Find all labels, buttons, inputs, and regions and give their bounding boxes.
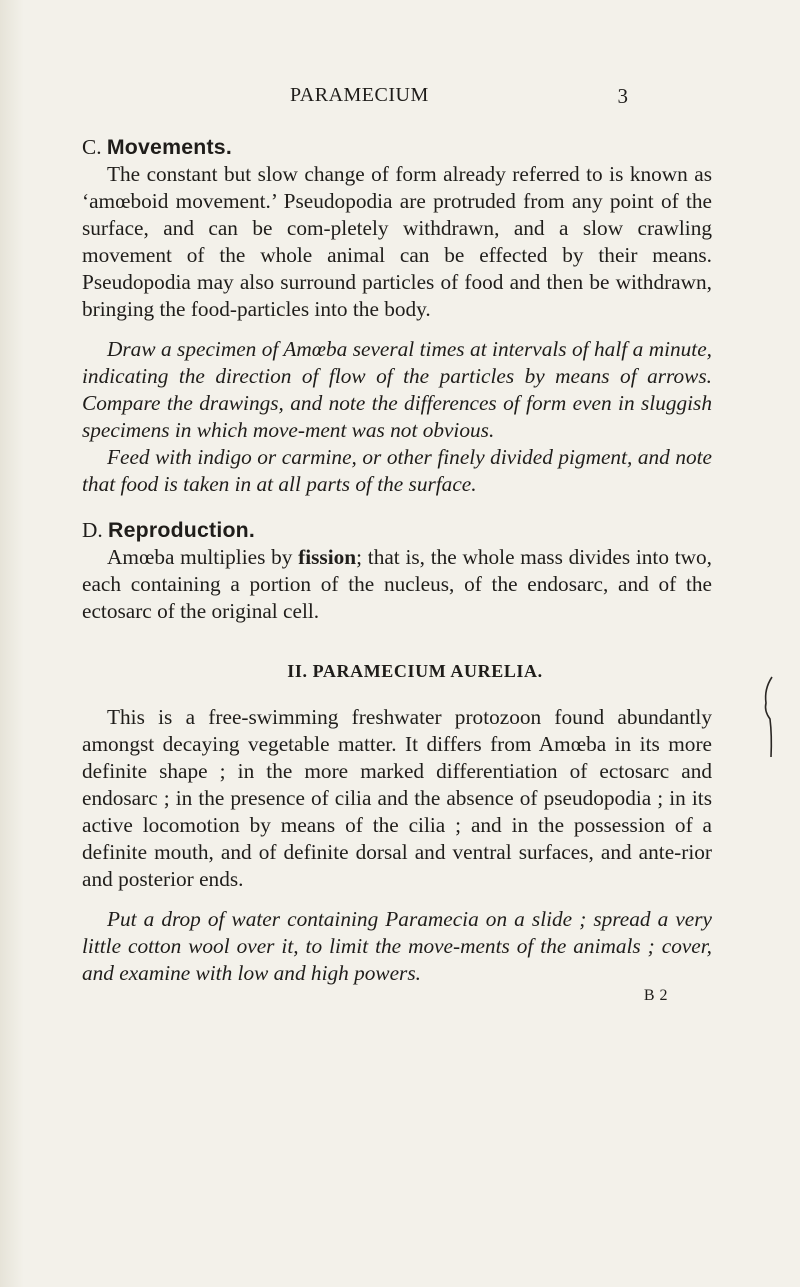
section-d-text-start: Amœba multiplies by <box>107 545 299 569</box>
section-c-paragraph: The constant but slow change of form already referred to is known as ‘amœboid movement.’ Pseudopodia are protruded from any point of the surface, and can be com-pletely withdrawn, and a slow crawling movement of the whole animal can be effected by their means. Pseudopodia may also surround particles of food and then be withdrawn, bringing the food-particles into the body. <box>82 162 712 321</box>
running-title: PARAMECIUM <box>290 84 429 106</box>
margin-bracket-mark <box>762 675 774 759</box>
page-number: 3 <box>617 84 628 108</box>
page-content <box>82 134 712 1005</box>
section-ii-paragraph: This is a free-swimming freshwater protozoon found abundantly amongst decaying vegetable matter. It differs from Amœba in its more definite shape ; in the more marked differentiation of ectosarc and endosarc ; in the presence of cilia and the absence of pseudopodia ; in its active locomotion by means of the cilia ; and in the possession of a definite mouth, and of definite dorsal and ventral surfaces, and ante-rior and posterior ends. <box>82 705 712 891</box>
section-c-heading <box>82 134 712 161</box>
page-header <box>0 84 800 114</box>
section-c-letter: C. <box>82 135 102 159</box>
section-d-paragraph <box>82 544 712 625</box>
section-c-title: Movements. <box>106 135 232 159</box>
section-d-text-end: ; that is, the whole mass divides into two, each containing a portion of the nucleus, of the endosarc, and of the ectosarc of the original cell. <box>82 545 712 623</box>
section-d-title: Reproduction. <box>108 518 255 542</box>
section-c-instruction-draw: Draw a specimen of Amœba several times at intervals of half a minute, indicating the direction of flow of the particles by means of arrows. Compare the drawings, and note the differences of form even in sluggish specimens in which move-ment was not obvious. <box>82 337 712 442</box>
section-ii-instruction: Put a drop of water containing Paramecia on a slide ; spread a very little cotton wool over it, to limit the move-ments of the animals ; cover, and examine with low and high powers. <box>82 907 712 985</box>
section-c-instruction-feed: Feed with indigo or carmine, or other finely divided pigment, and note that food is taken in at all parts of the surface. <box>82 445 712 496</box>
section-d-letter: D. <box>82 518 103 542</box>
section-ii-title: II. PARAMECIUM AURELIA. <box>287 661 543 681</box>
signature-mark: B 2 <box>643 987 668 1004</box>
section-d-heading <box>82 517 712 544</box>
fission-term: fission <box>298 545 357 569</box>
page-gutter-shadow <box>0 0 24 1287</box>
